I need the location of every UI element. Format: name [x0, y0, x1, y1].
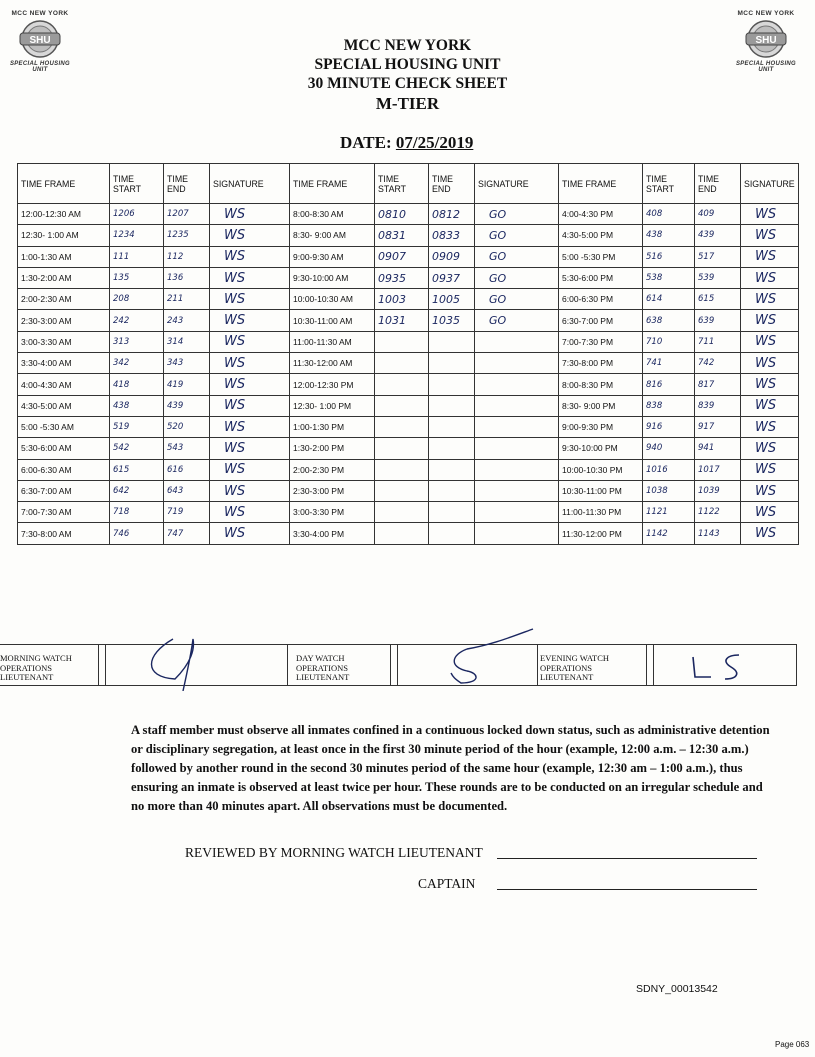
column-header: TIME START — [375, 164, 429, 204]
signature-cell[interactable]: WS — [741, 310, 799, 331]
signature-cell[interactable] — [475, 480, 559, 501]
table-row — [18, 353, 799, 374]
time-end-cell[interactable]: 917 — [695, 416, 741, 437]
time-frame-cell: 3:00-3:30 PM — [290, 502, 375, 523]
signature-cell[interactable]: WS — [741, 438, 799, 459]
time-end-cell[interactable]: 517 — [695, 246, 741, 267]
time-start-cell[interactable]: 538 — [643, 267, 695, 288]
time-frame-cell: 10:30-11:00 AM — [290, 310, 375, 331]
logo-top-text: MCC NEW YORK — [11, 10, 69, 17]
time-start-cell[interactable] — [375, 502, 429, 523]
signature-cell[interactable]: WS — [210, 438, 290, 459]
time-end-cell[interactable]: 539 — [695, 267, 741, 288]
header-line1: MCC NEW YORK — [343, 37, 472, 54]
column-header: TIME FRAME — [559, 164, 643, 204]
time-start-cell[interactable]: 111 — [110, 246, 164, 267]
time-start-cell[interactable]: 816 — [643, 374, 695, 395]
time-frame-cell: 9:30-10:00 AM — [290, 267, 375, 288]
time-start-cell[interactable]: 838 — [643, 395, 695, 416]
time-end-cell[interactable]: 314 — [164, 331, 210, 352]
time-frame-cell: 4:00-4:30 PM — [559, 204, 643, 225]
signature-cell[interactable]: WS — [210, 204, 290, 225]
time-end-cell[interactable]: 1005 — [429, 289, 475, 310]
column-header: TIME END — [695, 164, 741, 204]
time-start-cell[interactable]: 710 — [643, 331, 695, 352]
signature-cell[interactable] — [475, 353, 559, 374]
time-frame-cell: 8:00-8:30 PM — [559, 374, 643, 395]
time-frame-cell: 11:30-12:00 PM — [559, 523, 643, 544]
time-frame-cell: 5:00 -5:30 AM — [18, 416, 110, 437]
shu-badge-icon — [17, 19, 63, 59]
signature-scribble-icon — [133, 633, 253, 691]
signature-cell[interactable]: WS — [210, 374, 290, 395]
time-frame-cell: 7:30-8:00 PM — [559, 353, 643, 374]
signature-cell[interactable]: WS — [210, 225, 290, 246]
time-frame-cell: 3:30-4:00 PM — [290, 523, 375, 544]
time-end-cell[interactable] — [429, 395, 475, 416]
time-frame-cell: 4:30-5:00 AM — [18, 395, 110, 416]
signature-cell[interactable]: WS — [741, 225, 799, 246]
column-header: TIME FRAME — [290, 164, 375, 204]
time-frame-cell: 9:00-9:30 AM — [290, 246, 375, 267]
time-end-cell[interactable] — [429, 374, 475, 395]
time-end-cell[interactable]: 719 — [164, 502, 210, 523]
time-start-cell[interactable]: 1121 — [643, 502, 695, 523]
time-start-cell[interactable]: 242 — [110, 310, 164, 331]
time-start-cell[interactable] — [375, 459, 429, 480]
time-end-cell[interactable]: 0909 — [429, 246, 475, 267]
time-start-cell[interactable]: 638 — [643, 310, 695, 331]
signature-cell[interactable]: GO — [475, 310, 559, 331]
time-end-cell[interactable] — [429, 353, 475, 374]
time-end-cell[interactable] — [429, 502, 475, 523]
logo-bottom-text: SPECIAL HOUSING UNIT — [9, 61, 71, 73]
date-value: 07/25/2019 — [395, 133, 474, 152]
column-header: TIME START — [643, 164, 695, 204]
time-end-cell[interactable]: 1235 — [164, 225, 210, 246]
time-frame-cell: 10:30-11:00 PM — [559, 480, 643, 501]
time-frame-cell: 9:00-9:30 PM — [559, 416, 643, 437]
column-header: TIME START — [110, 164, 164, 204]
time-frame-cell: 12:30- 1:00 PM — [290, 395, 375, 416]
time-frame-cell: 11:00-11:30 PM — [559, 502, 643, 523]
time-frame-cell: 1:00-1:30 PM — [290, 416, 375, 437]
time-start-cell[interactable] — [375, 374, 429, 395]
time-frame-cell: 11:00-11:30 AM — [290, 331, 375, 352]
table-row — [18, 480, 799, 501]
column-header: TIME FRAME — [18, 164, 110, 204]
captain-signature-line[interactable] — [497, 889, 757, 890]
time-frame-cell: 12:00-12:30 PM — [290, 374, 375, 395]
header-line3: 30 MINUTE CHECK SHEET — [307, 75, 508, 92]
time-frame-cell: 4:00-4:30 AM — [18, 374, 110, 395]
time-end-cell[interactable]: 1017 — [695, 459, 741, 480]
time-start-cell[interactable] — [375, 331, 429, 352]
time-end-cell[interactable]: 1039 — [695, 480, 741, 501]
signature-cell[interactable]: WS — [210, 310, 290, 331]
time-end-cell[interactable]: 0937 — [429, 267, 475, 288]
time-frame-cell: 9:30-10:00 PM — [559, 438, 643, 459]
time-start-cell[interactable]: 1031 — [375, 310, 429, 331]
time-end-cell[interactable] — [429, 416, 475, 437]
time-frame-cell: 2:00-2:30 PM — [290, 459, 375, 480]
review-lieutenant-signature-line[interactable] — [497, 858, 757, 859]
signature-cell[interactable]: WS — [210, 289, 290, 310]
time-end-cell[interactable]: 1207 — [164, 204, 210, 225]
time-end-cell[interactable] — [429, 480, 475, 501]
time-start-cell[interactable]: 208 — [110, 289, 164, 310]
evening-watch-label: EVENING WATCH OPERATIONS LIEUTENANT — [540, 653, 610, 682]
time-frame-cell: 7:30-8:00 AM — [18, 523, 110, 544]
column-header: TIME END — [429, 164, 475, 204]
time-end-cell[interactable]: 742 — [695, 353, 741, 374]
morning-watch-label: MORNING WATCH OPERATIONS LIEUTENANT — [0, 653, 72, 682]
review-lieutenant-label: REVIEWED BY MORNING WATCH LIEUTENANT — [185, 845, 483, 860]
time-start-cell[interactable]: 916 — [643, 416, 695, 437]
time-start-cell[interactable]: 642 — [110, 480, 164, 501]
time-start-cell[interactable]: 0810 — [375, 204, 429, 225]
table-row — [18, 267, 799, 288]
time-start-cell[interactable] — [375, 438, 429, 459]
logo-badge-text: SHU — [755, 35, 777, 46]
watch-signature-strip — [0, 644, 797, 686]
signature-cell[interactable]: GO — [475, 225, 559, 246]
time-start-cell[interactable]: 614 — [643, 289, 695, 310]
signature-cell[interactable] — [475, 438, 559, 459]
time-frame-cell: 7:00-7:30 AM — [18, 502, 110, 523]
time-end-cell[interactable]: 419 — [164, 374, 210, 395]
time-end-cell[interactable]: 243 — [164, 310, 210, 331]
table-row — [18, 416, 799, 437]
signature-cell[interactable] — [475, 331, 559, 352]
header-line2: SPECIAL HOUSING UNIT — [314, 56, 501, 73]
column-header: SIGNATURE — [741, 164, 799, 204]
time-frame-cell: 5:00 -5:30 PM — [559, 246, 643, 267]
time-end-cell[interactable]: 711 — [695, 331, 741, 352]
signature-cell[interactable]: WS — [741, 480, 799, 501]
time-end-cell[interactable]: 439 — [695, 225, 741, 246]
date-line — [340, 133, 473, 153]
logo-right — [730, 10, 802, 73]
time-start-cell[interactable]: 342 — [110, 353, 164, 374]
time-end-cell[interactable] — [429, 459, 475, 480]
time-end-cell[interactable]: 0812 — [429, 204, 475, 225]
time-frame-cell: 1:30-2:00 AM — [18, 267, 110, 288]
time-frame-cell: 10:00-10:30 AM — [290, 289, 375, 310]
time-end-cell[interactable]: 0833 — [429, 225, 475, 246]
signature-cell[interactable]: WS — [210, 416, 290, 437]
time-end-cell[interactable]: 543 — [164, 438, 210, 459]
time-end-cell[interactable]: 343 — [164, 353, 210, 374]
time-frame-cell: 1:00-1:30 AM — [18, 246, 110, 267]
time-end-cell[interactable] — [429, 331, 475, 352]
table-row — [18, 310, 799, 331]
table-row — [18, 523, 799, 544]
time-end-cell[interactable]: 643 — [164, 480, 210, 501]
time-start-cell[interactable] — [375, 416, 429, 437]
signature-cell[interactable]: WS — [741, 374, 799, 395]
time-end-cell[interactable] — [429, 438, 475, 459]
column-header: TIME END — [164, 164, 210, 204]
signature-cell[interactable] — [475, 459, 559, 480]
evening-watch-signature[interactable] — [646, 645, 797, 685]
bates-number: SDNY_00013542 — [636, 983, 718, 995]
signature-cell[interactable]: WS — [741, 523, 799, 544]
check-table — [17, 163, 799, 545]
time-end-cell[interactable]: 639 — [695, 310, 741, 331]
time-start-cell[interactable]: 418 — [110, 374, 164, 395]
signature-cell[interactable]: WS — [741, 416, 799, 437]
time-start-cell[interactable]: 1038 — [643, 480, 695, 501]
signature-cell[interactable]: WS — [741, 502, 799, 523]
time-start-cell[interactable]: 516 — [643, 246, 695, 267]
time-frame-cell: 6:00-6:30 PM — [559, 289, 643, 310]
date-label: DATE: — [340, 133, 392, 152]
table-header-row — [18, 164, 799, 204]
signature-scribble-icon — [411, 627, 541, 687]
day-watch-label: DAY WATCH OPERATIONS LIEUTENANT — [296, 653, 350, 682]
page-header — [250, 36, 565, 115]
page-number: Page 063 — [775, 1040, 810, 1049]
signature-cell[interactable]: WS — [210, 459, 290, 480]
column-header: SIGNATURE — [475, 164, 559, 204]
signature-cell[interactable]: WS — [741, 395, 799, 416]
time-start-cell[interactable]: 0935 — [375, 267, 429, 288]
table-row — [18, 331, 799, 352]
logo-left — [4, 10, 76, 73]
time-frame-cell: 8:30- 9:00 PM — [559, 395, 643, 416]
time-end-cell[interactable]: 941 — [695, 438, 741, 459]
time-end-cell[interactable]: 839 — [695, 395, 741, 416]
day-watch-signature[interactable] — [390, 645, 538, 685]
signature-cell[interactable]: GO — [475, 246, 559, 267]
time-frame-cell: 6:00-6:30 AM — [18, 459, 110, 480]
time-frame-cell: 6:30-7:00 PM — [559, 310, 643, 331]
time-start-cell[interactable] — [375, 395, 429, 416]
signature-cell[interactable]: WS — [741, 246, 799, 267]
time-start-cell[interactable]: 1142 — [643, 523, 695, 544]
time-frame-cell: 8:30- 9:00 AM — [290, 225, 375, 246]
signature-cell[interactable]: WS — [210, 246, 290, 267]
time-end-cell[interactable]: 112 — [164, 246, 210, 267]
table-row — [18, 374, 799, 395]
time-end-cell[interactable]: 439 — [164, 395, 210, 416]
logo-badge-text: SHU — [29, 35, 51, 46]
table-row — [18, 246, 799, 267]
time-start-cell[interactable]: 438 — [643, 225, 695, 246]
time-end-cell[interactable]: 211 — [164, 289, 210, 310]
signature-scribble-icon — [677, 645, 777, 685]
time-start-cell[interactable]: 1003 — [375, 289, 429, 310]
logo-bottom-text: SPECIAL HOUSING UNIT — [735, 61, 797, 73]
table-row — [18, 289, 799, 310]
time-end-cell[interactable]: 1035 — [429, 310, 475, 331]
time-frame-cell: 2:00-2:30 AM — [18, 289, 110, 310]
signature-cell[interactable]: GO — [475, 267, 559, 288]
time-frame-cell: 3:30-4:00 AM — [18, 353, 110, 374]
time-start-cell[interactable] — [375, 480, 429, 501]
time-frame-cell: 5:30-6:00 AM — [18, 438, 110, 459]
time-frame-cell: 8:00-8:30 AM — [290, 204, 375, 225]
signature-cell[interactable]: WS — [741, 331, 799, 352]
time-start-cell[interactable]: 313 — [110, 331, 164, 352]
time-start-cell[interactable]: 135 — [110, 267, 164, 288]
time-end-cell[interactable]: 616 — [164, 459, 210, 480]
signature-cell[interactable]: WS — [210, 480, 290, 501]
time-end-cell[interactable]: 817 — [695, 374, 741, 395]
signature-cell[interactable]: GO — [475, 204, 559, 225]
time-frame-cell: 10:00-10:30 PM — [559, 459, 643, 480]
time-frame-cell: 3:00-3:30 AM — [18, 331, 110, 352]
table-row — [18, 204, 799, 225]
time-start-cell[interactable]: 519 — [110, 416, 164, 437]
time-end-cell[interactable]: 520 — [164, 416, 210, 437]
table-row — [18, 438, 799, 459]
time-end-cell[interactable]: 1122 — [695, 502, 741, 523]
signature-cell[interactable]: WS — [741, 204, 799, 225]
time-frame-cell: 12:30- 1:00 AM — [18, 225, 110, 246]
signature-cell[interactable]: WS — [741, 353, 799, 374]
signature-cell[interactable]: WS — [210, 353, 290, 374]
signature-cell[interactable]: WS — [210, 331, 290, 352]
signature-cell[interactable] — [475, 374, 559, 395]
signature-cell[interactable]: WS — [210, 267, 290, 288]
logo-top-text: MCC NEW YORK — [737, 10, 795, 17]
time-end-cell[interactable]: 615 — [695, 289, 741, 310]
morning-watch-signature[interactable] — [98, 645, 288, 685]
time-end-cell[interactable]: 136 — [164, 267, 210, 288]
header-line4: M-TIER — [375, 94, 440, 113]
time-start-cell[interactable]: 1206 — [110, 204, 164, 225]
time-start-cell[interactable]: 0831 — [375, 225, 429, 246]
time-end-cell[interactable]: 747 — [164, 523, 210, 544]
policy-notice: A staff member must observe all inmates confined in a continuous locked down status, such as administrative detention or disciplinary segregation, at least once in the first 30 minute period of the hour (example, 12:00 a.m. – 12:30 a.m.) followed by another round in the second 30 minutes period of the same hour (example, 12:30 am – 1:00 a.m.), thus ensuring an inmate is observed at least twice per hour. These rounds are to be conducted on an irregular schedule and no more than 40 minutes apart. All observations must be documented. — [131, 723, 770, 813]
signature-cell[interactable]: WS — [741, 267, 799, 288]
time-frame-cell: 12:00-12:30 AM — [18, 204, 110, 225]
signature-cell[interactable]: WS — [210, 395, 290, 416]
time-end-cell[interactable]: 409 — [695, 204, 741, 225]
time-start-cell[interactable]: 615 — [110, 459, 164, 480]
time-frame-cell: 2:30-3:00 PM — [290, 480, 375, 501]
time-start-cell[interactable]: 408 — [643, 204, 695, 225]
time-frame-cell: 2:30-3:00 AM — [18, 310, 110, 331]
captain-label: CAPTAIN — [418, 876, 476, 891]
signature-cell[interactable] — [475, 416, 559, 437]
time-start-cell[interactable] — [375, 353, 429, 374]
time-frame-cell: 11:30-12:00 AM — [290, 353, 375, 374]
time-start-cell[interactable]: 746 — [110, 523, 164, 544]
time-frame-cell: 6:30-7:00 AM — [18, 480, 110, 501]
time-start-cell[interactable]: 741 — [643, 353, 695, 374]
time-start-cell[interactable]: 940 — [643, 438, 695, 459]
signature-cell[interactable]: WS — [210, 502, 290, 523]
time-start-cell[interactable] — [375, 523, 429, 544]
time-frame-cell: 5:30-6:00 PM — [559, 267, 643, 288]
time-frame-cell: 4:30-5:00 PM — [559, 225, 643, 246]
time-start-cell[interactable]: 438 — [110, 395, 164, 416]
table-row — [18, 225, 799, 246]
table-row — [18, 502, 799, 523]
time-start-cell[interactable]: 1016 — [643, 459, 695, 480]
time-frame-cell: 1:30-2:00 PM — [290, 438, 375, 459]
signature-cell[interactable] — [475, 502, 559, 523]
time-start-cell[interactable]: 718 — [110, 502, 164, 523]
signature-cell[interactable]: GO — [475, 289, 559, 310]
time-start-cell[interactable]: 0907 — [375, 246, 429, 267]
signature-cell[interactable] — [475, 395, 559, 416]
time-start-cell[interactable]: 542 — [110, 438, 164, 459]
shu-badge-icon — [743, 19, 789, 59]
time-frame-cell: 7:00-7:30 PM — [559, 331, 643, 352]
time-start-cell[interactable]: 1234 — [110, 225, 164, 246]
column-header: SIGNATURE — [210, 164, 290, 204]
time-end-cell[interactable]: 1143 — [695, 523, 741, 544]
signature-cell[interactable]: WS — [210, 523, 290, 544]
signature-cell[interactable] — [475, 523, 559, 544]
time-end-cell[interactable] — [429, 523, 475, 544]
table-row — [18, 459, 799, 480]
table-row — [18, 395, 799, 416]
signature-cell[interactable]: WS — [741, 289, 799, 310]
signature-cell[interactable]: WS — [741, 459, 799, 480]
